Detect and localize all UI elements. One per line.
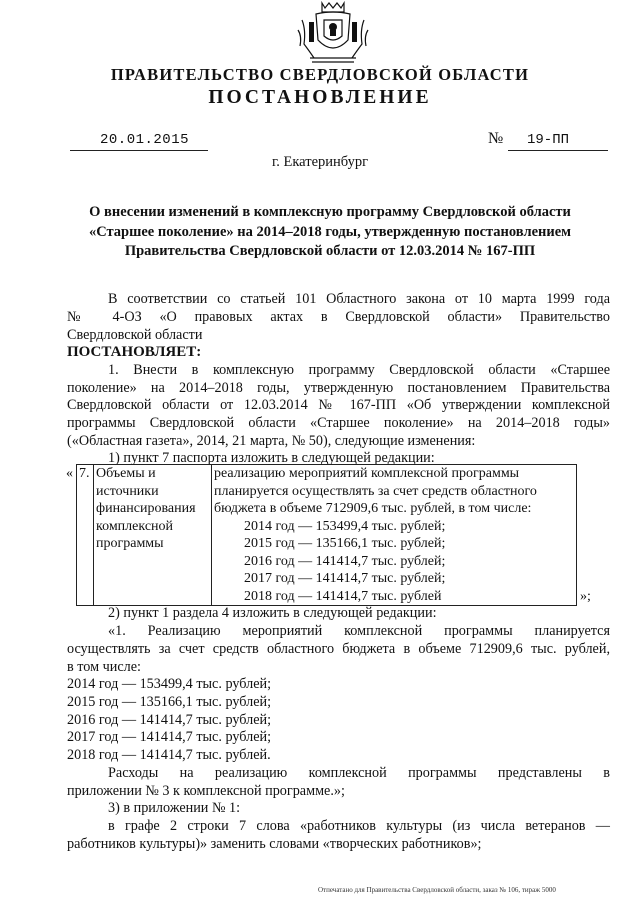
decree-word: ПОСТАНОВЛЯЕТ: [67, 344, 202, 360]
subitem-2: 2) пункт 1 раздела 4 изложить в следующей редакции: [108, 605, 437, 621]
year-line: 2014 год — 153499,4 тыс. рублей; [67, 676, 272, 692]
title-line: «Старшее поколение» на 2014–2018 годы, утвержденную постановлением [88, 223, 572, 240]
label-line: финансирования [96, 501, 196, 516]
document-title [60, 203, 600, 262]
content-line: реализацию мероприятий комплексной программы [214, 466, 520, 481]
year-line: 2014 год — 153499,4 тыс. рублей; [244, 518, 446, 534]
content-line: планируется осуществлять за счет средств областного [214, 483, 537, 499]
coat-of-arms-emblem [292, 0, 374, 66]
open-quote: « [66, 465, 73, 481]
title-line: Правительства Свердловской области от 12.03.2014 № 167-ПП [124, 243, 536, 259]
passport-table [66, 464, 591, 606]
section4-line: осуществлять за счет средств областного бюджета в объеме 712909,6 тыс. рублей, [67, 641, 610, 657]
expenses-line: приложении № 3 к комплексной программе.»; [67, 783, 345, 799]
year-line: 2018 год — 141414,7 тыс. рублей [244, 588, 442, 604]
year-line: 2016 год — 141414,7 тыс. рублей; [67, 712, 272, 728]
content-line: бюджета в объеме 712909,6 тыс. рублей, в том числе: [214, 501, 532, 516]
year-line: 2015 год — 135166,1 тыс. рублей; [244, 536, 446, 551]
number-sign: № [488, 130, 504, 147]
section4-line: «1. Реализацию мероприятий комплексной программы планируется [108, 623, 610, 639]
year-line: 2015 год — 135166,1 тыс. рублей; [67, 694, 272, 710]
item1-line: 1. Внести в комплексную программу Свердловской области «Старшее [108, 362, 610, 378]
city: г. Екатеринбург [271, 154, 369, 170]
item1-line: программы Свердловской области «Старшее поколение» на 2014–2018 годы» [67, 415, 610, 431]
year-line: 2016 год — 141414,7 тыс. рублей; [244, 553, 446, 569]
document-date: 20.01.2015 [100, 132, 190, 148]
preamble-line: В соответствии со статьей 101 Областного закона от 10 марта 1999 года [108, 291, 610, 307]
label-line: источники [96, 483, 159, 499]
row-label [94, 465, 212, 606]
row-content [212, 465, 577, 606]
item1-line: Свердловской области от 12.03.2014 № 167-ПП «Об утверждении комплексной [67, 397, 610, 413]
year-line: 2018 год — 141414,7 тыс. рублей. [67, 747, 271, 763]
row-number: 7. [77, 465, 94, 606]
year-line: 2017 год — 141414,7 тыс. рублей; [244, 571, 446, 586]
government-name: ПРАВИТЕЛЬСТВО СВЕРДЛОВСКОЙ ОБЛАСТИ [110, 65, 530, 84]
title-line: О внесении изменений в комплексную программу Свердловской области [89, 204, 571, 220]
document-type: ПОСТАНОВЛЕНИЕ [208, 87, 432, 108]
label-line: комплексной [96, 518, 174, 534]
document-number: 19-ПП [527, 132, 570, 148]
date-underline [70, 150, 208, 151]
print-footer: Отпечатано для Правительства Свердловской области, заказ № 106, тираж 5000 [318, 886, 556, 894]
graph-line: работников культуры)» заменить словами «творческих работников»; [67, 836, 482, 852]
graph-line: в графе 2 строки 7 слова «работников культуры (из числа ветеранов — [108, 818, 610, 834]
item1-line: («Областная газета», 2014, 21 марта, № 50), следующие изменения: [67, 433, 476, 449]
preamble-line: № 4-ОЗ «О правовых актах в Свердловской области» Правительство [67, 309, 610, 325]
section4-line: в том числе: [67, 659, 141, 675]
close-quote: »; [580, 589, 591, 604]
label-line: программы [96, 536, 164, 551]
subitem-3: 3) в приложении № 1: [108, 800, 241, 816]
preamble-line: Свердловской области [67, 327, 203, 343]
item1-line: поколение» на 2014–2018 годы, утвержденную постановлением Правительства [67, 380, 610, 396]
label-line: Объемы и [96, 466, 156, 481]
year-line: 2017 год — 141414,7 тыс. рублей; [67, 729, 272, 745]
number-underline [508, 150, 608, 151]
subitem-1: 1) пункт 7 паспорта изложить в следующей редакции: [108, 450, 435, 466]
expenses-line: Расходы на реализацию комплексной программы представлены в [108, 765, 610, 781]
